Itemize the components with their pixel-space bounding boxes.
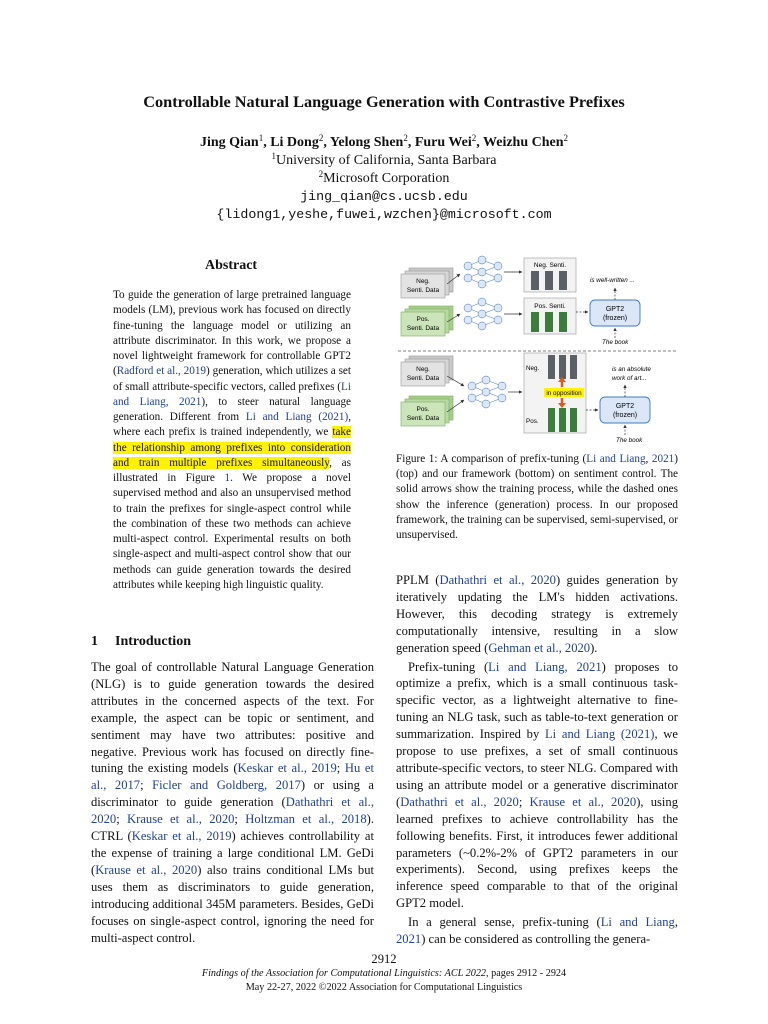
- text-run: ) can be considered as controlling the genera-: [421, 932, 651, 947]
- gpt2-frozen-bottom: [600, 397, 650, 423]
- citation-link[interactable]: Dathathri et al., 2020: [91, 795, 374, 827]
- text-run: , as illustrated in Figure: [113, 456, 351, 484]
- text-run: , we propose to use prefixes, a set of small continuous attribute-specific vectors, to steer NLG. Compared with using an attribute model or a generative discriminator (: [396, 727, 678, 809]
- svg-text:Pos.: Pos.: [416, 406, 430, 413]
- text-run: In a general sense, prefix-tuning (: [408, 915, 601, 930]
- citation-link[interactable]: Li and Liang: [586, 453, 646, 465]
- abstract-body: [113, 288, 351, 593]
- right-column-body: [396, 572, 678, 948]
- citation-link[interactable]: Li and Liang, 2021: [488, 659, 602, 674]
- pos-senti-prefix: [524, 298, 576, 334]
- label-pos-prefix: Pos.: [526, 418, 539, 425]
- citation-link[interactable]: Ficler and Goldberg, 2017: [152, 778, 301, 793]
- text-run: ;: [140, 778, 153, 793]
- text-run: To guide the generation of large pretrained language models (LM), previous work has focused on directly fine-tuning the language model or utilizing an attribute discriminator. In this work, we propose a novel lightweight framework for controllable GPT2 (: [113, 289, 351, 378]
- svg-text:(frozen): (frozen): [602, 315, 628, 322]
- contrastive-prefixes: [524, 353, 586, 433]
- gpt2-frozen-top: [590, 300, 640, 326]
- text-run: ) or using a discriminator to guide generation (: [91, 778, 374, 810]
- citation-link[interactable]: Li and Liang, 2021: [113, 380, 351, 408]
- affiliation: $^2$Microsoft Corporation: [318, 169, 450, 186]
- page-number: 2912: [371, 952, 397, 966]
- svg-text:GPT2: GPT2: [605, 306, 625, 313]
- neg-senti-prefix: [524, 258, 576, 292]
- label-neg: Neg.: [416, 278, 430, 285]
- author: Furu Wei$^2$: [414, 133, 477, 150]
- email: jing_qian@cs.ucsb.edu: [300, 189, 468, 204]
- svg-text:(frozen): (frozen): [612, 412, 638, 419]
- citation-link[interactable]: Gehman et al., 2020: [488, 640, 591, 655]
- output-text-bottom: is an absolute: [612, 366, 651, 373]
- text-run: ;: [336, 761, 345, 776]
- citation-link[interactable]: Dathathri et al., 2020: [439, 573, 556, 587]
- text-run: The goal of controllable Natural Language Generation (NLG) is to guide generation towards the desired attributes in the concerned aspects of the text. For example, the aspect can be topic or sentiment, and sentiment may have two attributes: positive and negative. Previous work has focused on directly fine-tuning the existing models (: [91, 660, 374, 776]
- text-run: ), using learned prefixes to achieve controllability has the following benefits. First, it introduces fewer additional parameters (~0.2%-2% of GPT2 parameters in our experiments). Second, using prefixes keeps the inference speed comparable to that of the original GPT2 model.: [396, 794, 679, 911]
- citation-link[interactable]: Li and Liang (2021): [245, 411, 349, 423]
- author: Jing Qian$^1$: [199, 133, 264, 150]
- footer: [0, 967, 768, 995]
- svg-text:Neg.: Neg.: [416, 366, 430, 373]
- citation-link[interactable]: Krause et al., 2020: [529, 794, 637, 809]
- text-run: ) achieves controllability at the expense of training a large conditional LM. GeDi (: [91, 829, 374, 877]
- citation-link[interactable]: Li and Liang: [600, 915, 675, 930]
- text-run: ) guides generation by iteratively updating the LM's hidden activations. However, this decoding strategy is extremely computationally intensive, resulting in a slow generation speed (: [396, 573, 678, 655]
- citation-link[interactable]: Krause et al., 2020: [127, 812, 235, 827]
- paragraph: [396, 659, 678, 913]
- author-list: Jing Qian$^1$, Li Dong$^2$, Yelong Shen$^2$, Furu Wei$^2$, Weizhu Chen$^2$: [199, 133, 569, 150]
- email: {lidong1,yeshe,fuwei,wzchen}@microsoft.com: [216, 207, 552, 222]
- citation-link[interactable]: 1: [224, 472, 231, 484]
- label-neg-prefix: Neg.: [526, 365, 540, 372]
- abstract-heading: Abstract: [205, 258, 258, 273]
- citation-link[interactable]: Keskar et al., 2019: [131, 829, 232, 844]
- text-run: ).: [590, 640, 598, 655]
- text-run: ,: [674, 915, 678, 930]
- output-text-top: is well-written ...: [590, 277, 635, 284]
- paragraph: [396, 572, 678, 657]
- text-run: ) also trains conditional LMs but uses them as discriminators to guide generation, introducing additional 345M parameters. Besides, GeDi focuses on single-aspect control, ignoring the need for multi-aspect control.: [91, 862, 374, 945]
- author: Yelong Shen$^2$: [329, 133, 408, 150]
- date-line: May 22-27, 2022 ©2022 Association for Computational Linguistics: [245, 981, 523, 993]
- author: Li Dong$^2$: [270, 133, 324, 150]
- text-run: Figure 1: A comparison of prefix-tuning (: [396, 453, 587, 465]
- network-icon-top: [464, 256, 502, 288]
- label-pos-senti: Pos. Senti.: [534, 303, 566, 310]
- text-run: ;: [234, 812, 246, 827]
- label-senti-data: Senti. Data: [406, 325, 440, 332]
- figure-1-caption: [396, 452, 678, 543]
- citation-link[interactable]: Hu et al., 2017: [91, 761, 374, 793]
- network-icon-bottom: [468, 376, 506, 408]
- highlighted-text: take the relationship among prefixes into consideration and train multiple prefixes simultaneously: [113, 426, 351, 469]
- venue: Findings of the Association for Computational Linguistics: ACL 2022: [201, 968, 487, 979]
- neg-data-stack-bottom: [401, 356, 453, 386]
- label-pos: Pos.: [416, 316, 430, 323]
- network-icon-top-2: [464, 298, 502, 330]
- citation-link[interactable]: Holtzman et al., 2018: [245, 812, 367, 827]
- text-run: ) proposes to optimize a prefix, which is a small continuous task-specific vector, as a lightweight alternative to fine-tuning an NLG task, such as table-to-text generation or summarization. Inspired by: [396, 659, 678, 742]
- prompt-text-top: The book: [602, 339, 629, 346]
- neg-data-stack: [401, 268, 453, 298]
- text-run: ;: [518, 794, 530, 809]
- label-in-opposition: in opposition: [546, 390, 582, 397]
- pos-data-stack-bottom: [401, 396, 453, 426]
- pos-data-stack: [401, 306, 453, 336]
- text-run: Prefix-tuning (: [408, 659, 489, 674]
- text-run: PPLM (: [396, 573, 440, 587]
- paragraph: [396, 914, 678, 948]
- text-run: . We propose a novel supervised method and also an unsupervised method to train the prefixes for single-aspect control while the combination of these two methods can achieve multi-aspect control. Experimental results on both single-aspect and multi-aspect control show that our methods can guide generation towards the desired attributes while keeping high linguistic quality.: [113, 472, 352, 591]
- author: Weizhu Chen$^2$: [483, 133, 569, 150]
- text-run: , where each prefix is trained independently, we: [113, 411, 351, 439]
- text-run: ) (top) and our framework (bottom) on sentiment control. The solid arrows show the training process, while the dashed ones show the inference (generation) process. In our proposed framework, the training can be supervised, semi-supervised, or unsupervised.: [396, 453, 678, 542]
- citation-link[interactable]: Keskar et al., 2019: [237, 761, 337, 776]
- introduction-body: [91, 659, 374, 946]
- output-text-bottom-2: work of art...: [612, 375, 647, 382]
- section-heading-introduction: 1 Introduction: [91, 634, 191, 649]
- prompt-text-bottom: The book: [616, 437, 643, 444]
- svg-text:GPT2: GPT2: [615, 403, 635, 410]
- author-block: [0, 134, 768, 224]
- text-run: ) generation, which utilizes a set of small attribute-specific vectors, called prefixes (: [113, 365, 352, 393]
- label-neg-senti: Neg. Senti.: [533, 262, 567, 269]
- text-run: ). CTRL (: [91, 812, 374, 844]
- affiliation: $^1$University of California, Santa Barbara: [271, 151, 497, 168]
- paper-title: Controllable Natural Language Generation with Contrastive Prefixes: [143, 92, 625, 111]
- citation-link[interactable]: Dathathri et al., 2020: [400, 794, 519, 809]
- citation-link[interactable]: Li and Liang (2021): [544, 727, 655, 742]
- label-senti-data: Senti. Data: [406, 287, 440, 294]
- svg-text:Senti. Data: Senti. Data: [406, 415, 440, 422]
- svg-text:Senti. Data: Senti. Data: [406, 375, 440, 382]
- figure-1-diagram: [398, 250, 678, 446]
- paragraph: [91, 659, 374, 946]
- text-run: ;: [116, 812, 128, 827]
- page-range: , pages 2912 - 2924: [486, 968, 567, 979]
- citation-link[interactable]: Krause et al., 2020: [95, 862, 198, 877]
- citation-link[interactable]: Radford et al., 2019: [116, 365, 207, 378]
- text-run: ), to steer natural language generation. Different from: [113, 395, 351, 423]
- citation-link[interactable]: 2021: [651, 453, 675, 465]
- citation-link[interactable]: 2021: [396, 932, 422, 947]
- text-run: ,: [645, 453, 652, 465]
